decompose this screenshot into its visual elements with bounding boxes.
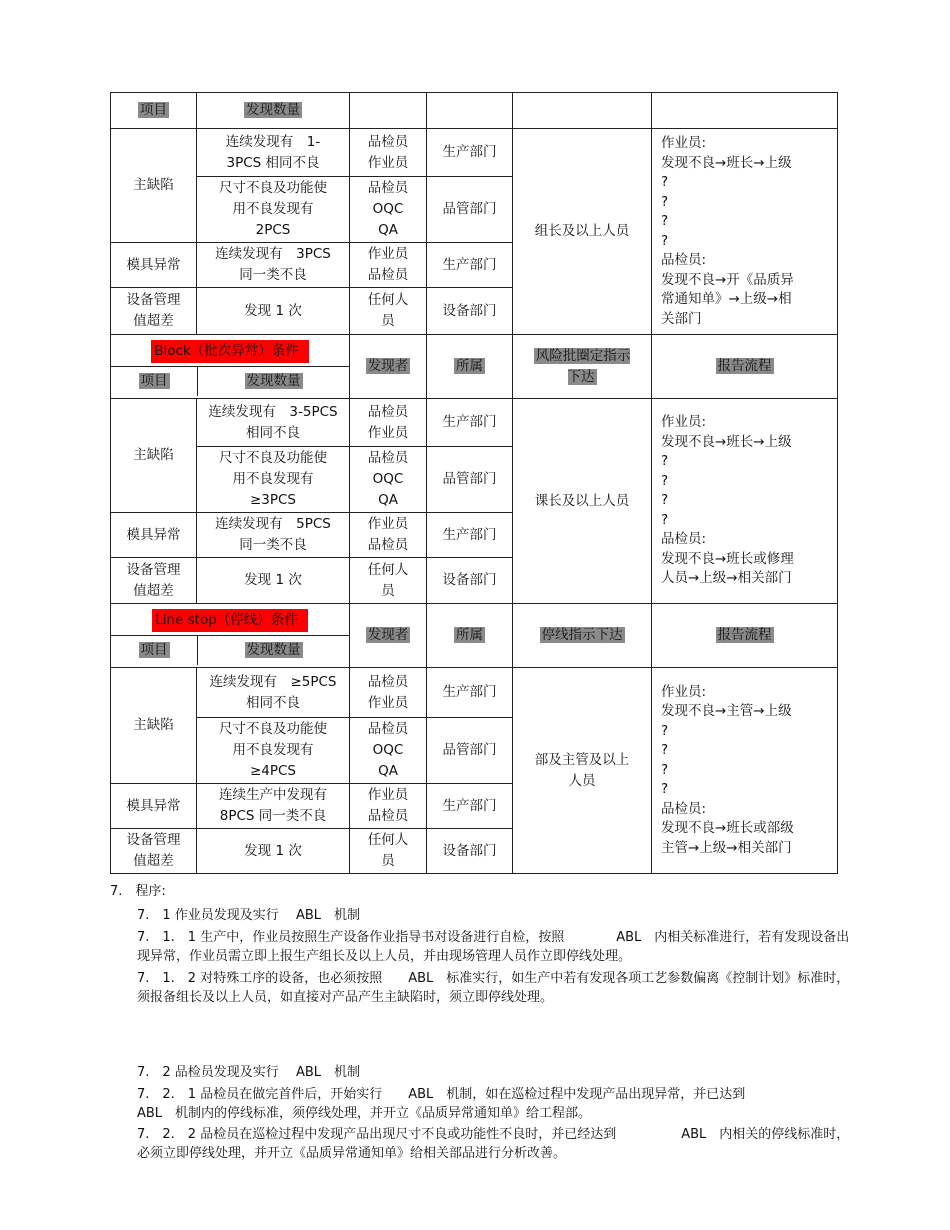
abl-condition-table xyxy=(110,92,838,874)
procedure-7-2-1-cont: ABL 机制内的停线标准，须停线处理，并开立《品质异常通知单》给工程部。 xyxy=(137,1106,592,1121)
report-header: 报告流程 xyxy=(652,604,838,668)
qty-cell: 发现 1 次 xyxy=(197,558,350,604)
procedure-7-1-2: 7. 1. 2 对特殊工序的设备，也必须按照 ABL 标准实行，如生产中若有发现各项工艺参数偏离《控制计划》标准时，须报备组长及以上人员，如直接对产品产生主缺陷时，须立即停线处理。 xyxy=(137,971,850,1005)
finder-cell: 任何人 员 xyxy=(350,288,427,335)
dept-cell: 设备部门 xyxy=(427,288,513,335)
dept-cell: 生产部门 xyxy=(427,513,513,558)
procedure-7-2-2: 7. 2. 2 品检员在巡检过程中发现产品出现尺寸不良或功能性不良时，并已经达到 ABL 内相关的停线标准时，必须立即停线处理，并开立《品质异常通知单》给相关部品进行分析改善。 xyxy=(137,1127,850,1161)
finder-cell: 任何人 员 xyxy=(350,829,427,874)
mold-cell: 模具异常 xyxy=(111,784,197,829)
mold-cell: 模具异常 xyxy=(111,243,197,288)
block-condition-header: Block（批次异常）条件 项目 发现数量 xyxy=(111,335,350,399)
dept-cell: 品管部门 xyxy=(427,718,513,784)
authority-header: 停线指示下达 xyxy=(513,604,652,668)
dept-cell: 设备部门 xyxy=(427,829,513,874)
equip-cell: 设备管理 值超差 xyxy=(111,829,197,874)
dept-cell: 生产部门 xyxy=(427,129,513,177)
finder-cell: 品检员 作业员 xyxy=(350,129,427,177)
qty-cell: 连续发现有 3PCS 同一类不良 xyxy=(197,243,350,288)
procedure-section xyxy=(110,882,850,1163)
authority-cell: 组长及以上人员 xyxy=(513,129,652,335)
authority-cell: 课长及以上人员 xyxy=(513,399,652,604)
qty-cell: 尺寸不良及功能使 用不良发现有 ≥3PCS xyxy=(197,447,350,513)
qty-cell: 连续发现有 5PCS 同一类不良 xyxy=(197,513,350,558)
linestop-title: Line stop（停线）条件 xyxy=(152,609,308,632)
belong-header: 所属 xyxy=(427,335,513,399)
main-defect-cell: 主缺陷 xyxy=(111,668,197,784)
finder-cell: 品检员 OQC QA xyxy=(350,447,427,513)
authority-cell: 部及主管及以上 人员 xyxy=(513,668,652,874)
qty-cell: 发现 1 次 xyxy=(197,829,350,874)
qty-cell: 连续发现有 ≥5PCS 相同不良 xyxy=(197,668,350,718)
dept-cell: 生产部门 xyxy=(427,668,513,718)
qty-cell: 尺寸不良及功能使 用不良发现有 2PCS xyxy=(197,177,350,243)
main-defect-cell: 主缺陷 xyxy=(111,129,197,243)
report-flow-cell: 作业员: 发现不良→班长→上级 ? ? ? ? 品检员: 发现不良→班长或修理 人员→上级→相关部门 xyxy=(652,399,838,604)
finder-cell: 任何人 员 xyxy=(350,558,427,604)
procedure-heading: 7. 程序: xyxy=(110,884,166,899)
qty-cell: 发现 1 次 xyxy=(197,288,350,335)
header-item: 项目 xyxy=(111,93,197,129)
qty-cell: 连续生产中发现有 8PCS 同一类不良 xyxy=(197,784,350,829)
procedure-7-2: 7. 2 品检员发现及实行 ABL 机制 xyxy=(137,1065,360,1080)
dept-cell: 生产部门 xyxy=(427,243,513,288)
qty-cell: 连续发现有 3-5PCS 相同不良 xyxy=(197,399,350,447)
report-header: 报告流程 xyxy=(652,335,838,399)
main-defect-cell: 主缺陷 xyxy=(111,399,197,513)
procedure-7-2-1: 7. 2. 1 品检员在做完首件后，开始实行 ABL 机制，如在巡检过程中发现产品出现异常，并已达到 xyxy=(137,1087,746,1102)
finder-header: 发现者 xyxy=(350,604,427,668)
finder-cell: 作业员 品检员 xyxy=(350,784,427,829)
procedure-7-1-1: 7. 1. 1 生产中，作业员按照生产设备作业指导书对设备进行自检，按照 ABL 内相关标准进行，若有发现设备出现异常，作业员需立即上报生产组长及以上人员，并由现场管理人员作立即停线处理。 xyxy=(137,930,850,964)
report-flow-cell: 作业员: 发现不良→主管→上级 ? ? ? ? 品检员: 发现不良→班长或部级 主管→上级→相关部门 xyxy=(652,668,838,874)
procedure-7-1: 7. 1 作业员发现及实行 ABL 机制 xyxy=(137,908,360,923)
dept-cell: 品管部门 xyxy=(427,177,513,243)
finder-cell: 品检员 OQC QA xyxy=(350,718,427,784)
qty-cell: 连续发现有 1- 3PCS 相同不良 xyxy=(197,129,350,177)
header-qty: 发现数量 xyxy=(197,93,350,129)
dept-cell: 生产部门 xyxy=(427,399,513,447)
dept-cell: 品管部门 xyxy=(427,447,513,513)
belong-header: 所属 xyxy=(427,604,513,668)
finder-cell: 品检员 作业员 xyxy=(350,668,427,718)
mold-cell: 模具异常 xyxy=(111,513,197,558)
finder-cell: 作业员 品检员 xyxy=(350,243,427,288)
finder-cell: 品检员 OQC QA xyxy=(350,177,427,243)
qty-cell: 尺寸不良及功能使 用不良发现有 ≥4PCS xyxy=(197,718,350,784)
finder-header: 发现者 xyxy=(350,335,427,399)
finder-cell: 品检员 作业员 xyxy=(350,399,427,447)
block-title: Block（批次异常）条件 xyxy=(151,340,309,363)
dept-cell: 生产部门 xyxy=(427,784,513,829)
report-flow-cell: 作业员: 发现不良→班长→上级 ? ? ? ? 品检员: 发现不良→开《品质异 常通知单》→上级→相 关部门 xyxy=(652,129,838,335)
finder-cell: 作业员 品检员 xyxy=(350,513,427,558)
equip-cell: 设备管理 值超差 xyxy=(111,558,197,604)
linestop-condition-header: Line stop（停线）条件 项目 发现数量 xyxy=(111,604,350,668)
dept-cell: 设备部门 xyxy=(427,558,513,604)
authority-header: 风险批圈定指示 下达 xyxy=(513,335,652,399)
equip-cell: 设备管理 值超差 xyxy=(111,288,197,335)
